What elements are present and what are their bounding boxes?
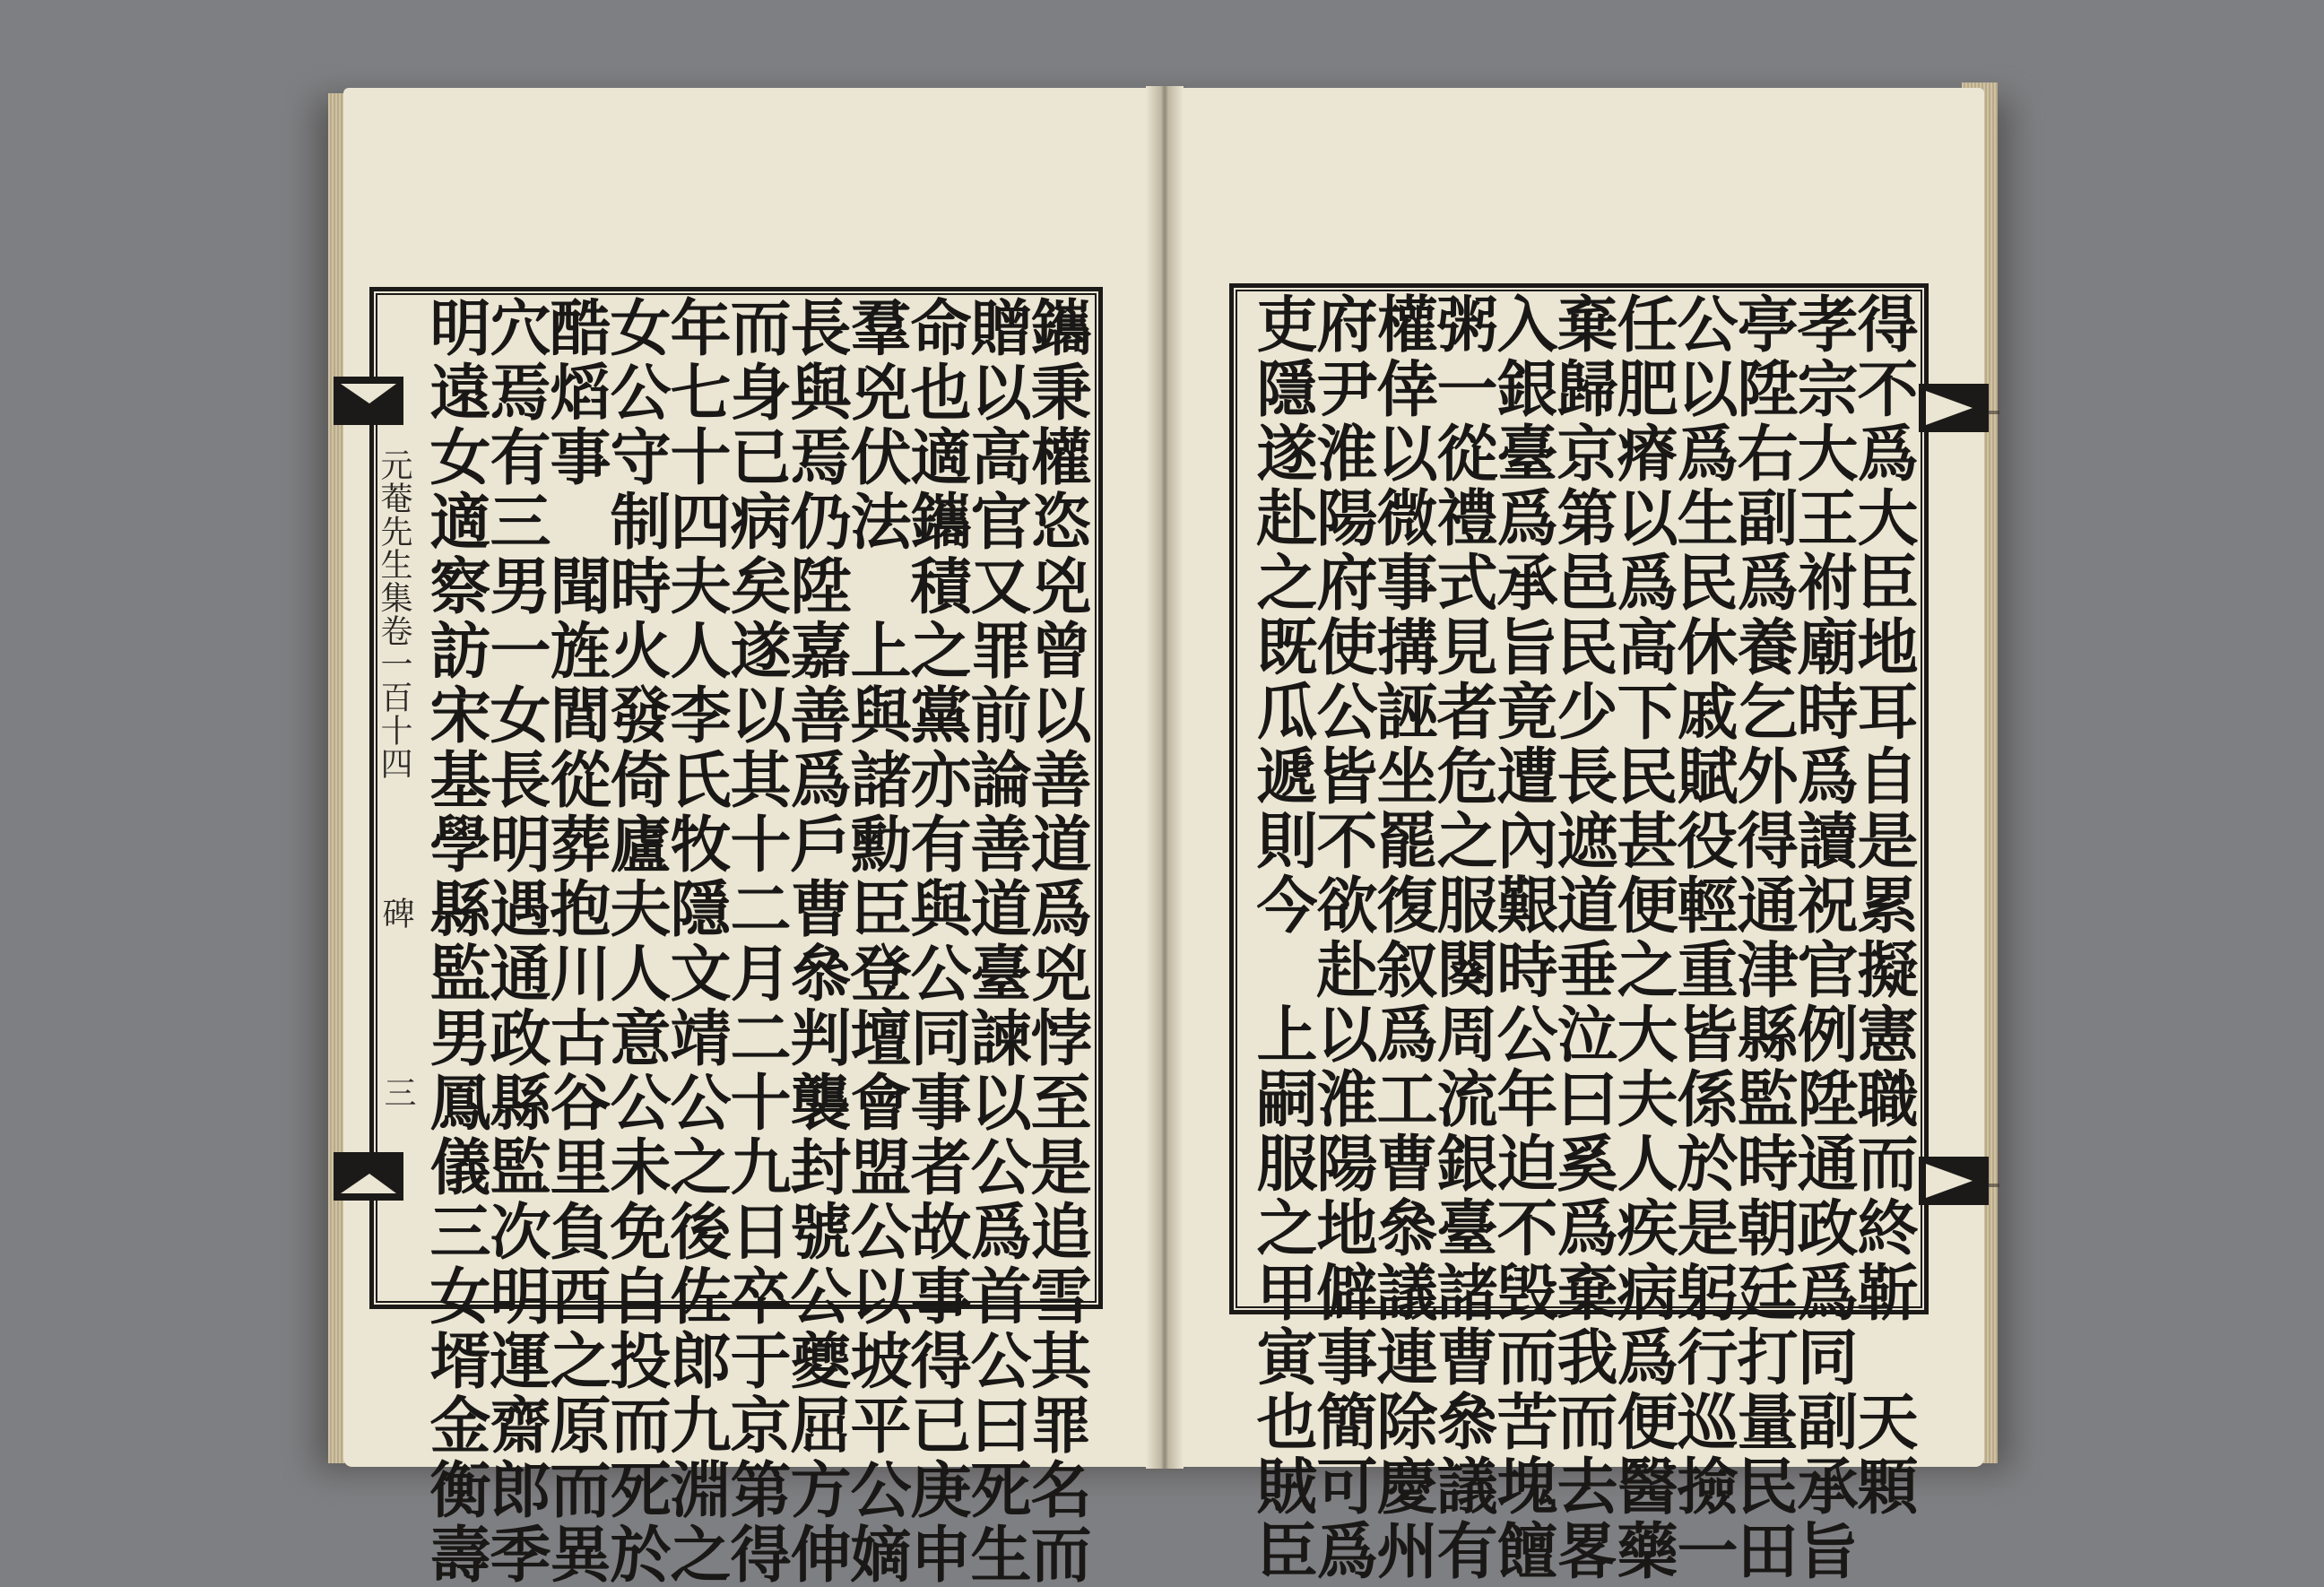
text-column: 得不爲大臣地耳自是累擬憲職而終靳 天顆 bbox=[1847, 292, 1919, 1519]
text-column: 贈以高官又罪前論善道臺諫以公爲首公曰死生 bbox=[960, 296, 1032, 1587]
text-column: 粥一從禮式見者危之服闋周流銀臺諸曹叅議有 bbox=[1426, 292, 1498, 1583]
page-number: 三 bbox=[379, 1076, 416, 1109]
fishtail-marker-icon bbox=[334, 1152, 403, 1201]
text-column: 鑴秉權恣兇曾以善道爲兇悖至是追雪其罪名而 bbox=[1020, 296, 1092, 1587]
text-column: 命也適鑴積之黨亦有與公同事者故事得已庚申 bbox=[900, 296, 972, 1587]
text-column: 棄歸京第邑民少長遮道垂泣曰奚爲棄我而去畧 bbox=[1547, 292, 1618, 1583]
text-column: 亭陞右副爲養乞外得通津縣監時朝廷打量民田 bbox=[1727, 292, 1799, 1583]
text-column: 明遠女適察訪宋基學縣監男鳳儀三女壻金衡壽 bbox=[420, 296, 491, 1587]
text-column: 入銀臺爲承旨竟遭內艱時公年迫不毁而苦塊饘 bbox=[1487, 292, 1558, 1583]
section-label: 碑 bbox=[377, 897, 414, 930]
text-column: 穴焉有三男一女長明遇通政縣監次明運齋郎季 bbox=[480, 296, 551, 1587]
fishtail-marker-icon bbox=[1919, 1157, 1989, 1205]
fishtail-marker-icon bbox=[1919, 384, 1989, 432]
text-column: 孝宗大王祔廟時爲讀祝官例陞通政爲同副承旨 bbox=[1787, 292, 1859, 1583]
text-column: 而身已病矣遂以其十二月二十九日卒于京第得 bbox=[720, 296, 792, 1587]
text-column: 羣兇伏法 上與諸勳臣登壇會盟公以坡平公嫡 bbox=[840, 296, 912, 1587]
text-column: 女公守制時火發倚廬夫人意公未免自投而死於 bbox=[600, 296, 672, 1587]
text-column: 吏隱遂赴之既瓜遞則今 上嗣服之甲寅也賊臣 bbox=[1246, 292, 1318, 1583]
text-column: 任肥瘠以爲高下民甚便之大夫人疾病爲便醫藥 bbox=[1607, 292, 1678, 1583]
fishtail-marker-icon bbox=[334, 377, 403, 425]
volume-title: 元菴先生集卷一百十四 bbox=[376, 448, 412, 780]
text-column: 公以爲生民休戚賦役輕重皆係於是躬行巡撿一 bbox=[1667, 292, 1739, 1583]
book-gutter bbox=[1146, 86, 1184, 1469]
text-column: 長與焉仍陞嘉善爲戶曹叅判襲封號公夔屈方伸 bbox=[780, 296, 852, 1587]
text-column: 年七十四夫人李氏牧隱文靖公之後佐郎九淵之 bbox=[660, 296, 732, 1587]
text-column: 權倖以微事搆誣坐罷復叙爲工曹叅議連除慶州 bbox=[1366, 292, 1438, 1583]
text-column: 府尹淮陽府使公皆不欲赴以淮陽地僻事簡可爲 bbox=[1306, 292, 1378, 1583]
text-column: 酷熖事 聞旌閭從葬抱川古谷里負酉之原而異 bbox=[540, 296, 611, 1587]
